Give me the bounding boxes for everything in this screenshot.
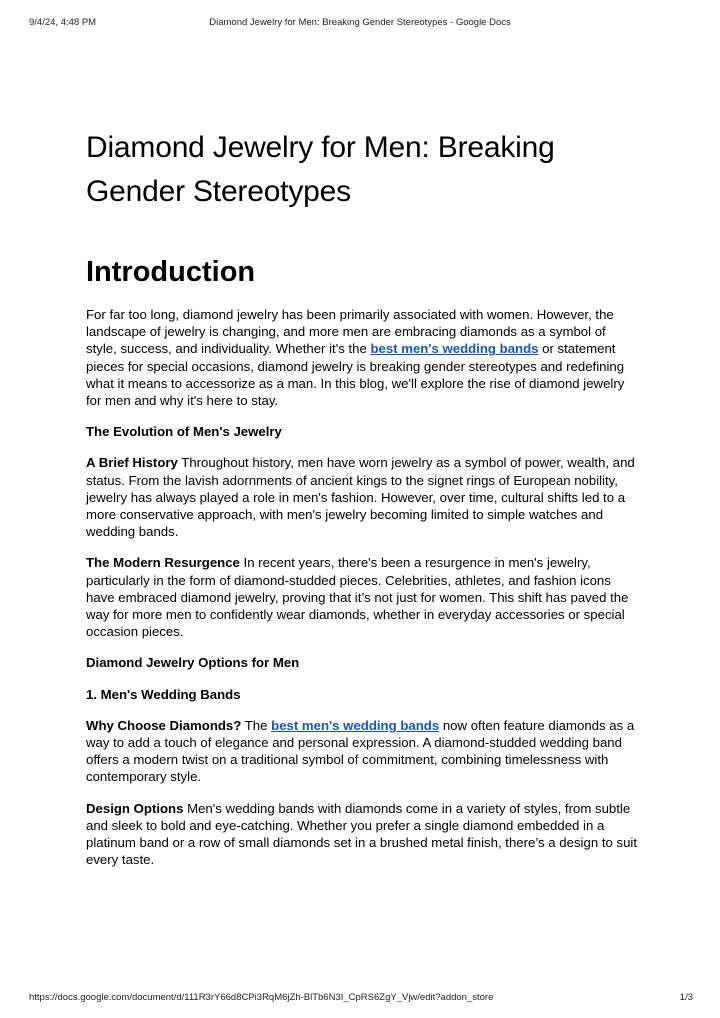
heading-wedding-bands xyxy=(86,686,638,703)
heading-wedding-bands-text: 1. Men's Wedding Bands xyxy=(86,686,241,702)
design-options-label: Design Options xyxy=(86,800,184,816)
modern-resurgence-label: The Modern Resurgence xyxy=(86,555,240,571)
heading-evolution-text: The Evolution of Men's Jewelry xyxy=(86,424,282,440)
heading-options-text: Diamond Jewelry Options for Men xyxy=(86,655,300,671)
modern-resurgence-text: In recent years, there's been a resurgence in men's jewelry, particularly in the form of diamond-studded pieces. Celebrities, athletes, and fashion icons have embraced diamond jewelry, proving that it’s not just for women. This shift has paved the way for more men to confidently wear diamonds, whether in everyday accessories or special occasion pieces. xyxy=(86,555,629,640)
heading-options xyxy=(86,654,638,671)
link-best-mens-wedding-bands[interactable]: best men's wedding bands xyxy=(370,341,539,357)
brief-history-label: A Brief History xyxy=(86,455,178,471)
why-choose-label: Why Choose Diamonds? xyxy=(86,717,242,733)
print-doc-title: Diamond Jewelry for Men: Breaking Gender Stereotypes - Google Docs xyxy=(209,17,511,28)
document-title: Diamond Jewelry for Men: Breaking Gender Stereotypes xyxy=(86,131,555,208)
why-choose-text-after: now often feature diamonds as a way to add a touch of elegance and personal expression. A diamond-studded wedding band offers a modern twist on a traditional symbol of commitment, combining timelessness with contemporary style. xyxy=(86,717,635,785)
page-number: 1/3 xyxy=(679,992,693,1003)
document-body xyxy=(86,126,638,868)
intro-text-after: or statement pieces for special occasions, diamond jewelry is breaking gender stereotypes and redefining what it means to accessorize as a man. In this blog, we'll explore the rise of diamond jewelry for men and why it's here to stay. xyxy=(86,341,625,409)
brief-history-text: Throughout history, men have worn jewelry as a symbol of power, wealth, and status. From the lavish adornments of ancient kings to the signet rings of European nobility, jewelry has always played a role in men's fashion. However, over time, cultural shifts led to a more conservative approach, with men's jewelry becoming limited to simple watches and wedding bands. xyxy=(86,455,635,540)
paragraph-design-options xyxy=(86,800,638,869)
design-options-text: Men's wedding bands with diamonds come in a variety of styles, from subtle and sleek to bold and eye-catching. Whether you prefer a single diamond embedded in a platinum band or a row of small diamonds set in a brushed metal finish, there’s a design to suit every taste. xyxy=(86,800,637,868)
heading-introduction: Introduction xyxy=(86,256,256,288)
paragraph-introduction xyxy=(86,306,638,409)
paragraph-why-choose xyxy=(86,717,638,786)
print-url: https://docs.google.com/document/d/111R3rY66d8CPi3RqM6jZh-BlTb6N3I_CpRS6ZgY_Vjw/edit?addon_store xyxy=(29,992,494,1003)
link-best-mens-wedding-bands-2[interactable]: best men's wedding bands xyxy=(271,717,440,733)
paragraph-brief-history xyxy=(86,454,638,540)
paragraph-modern-resurgence xyxy=(86,554,638,640)
why-choose-text-before: The xyxy=(241,717,272,733)
intro-text-before: For far too long, diamond jewelry has been primarily associated with women. However, the landscape of jewelry is changing, and more men are embracing diamonds as a symbol of style, success, and individuality. Whether it's the xyxy=(86,307,614,357)
print-datetime: 9/4/24, 4:48 PM xyxy=(29,17,97,28)
heading-evolution xyxy=(86,423,638,440)
